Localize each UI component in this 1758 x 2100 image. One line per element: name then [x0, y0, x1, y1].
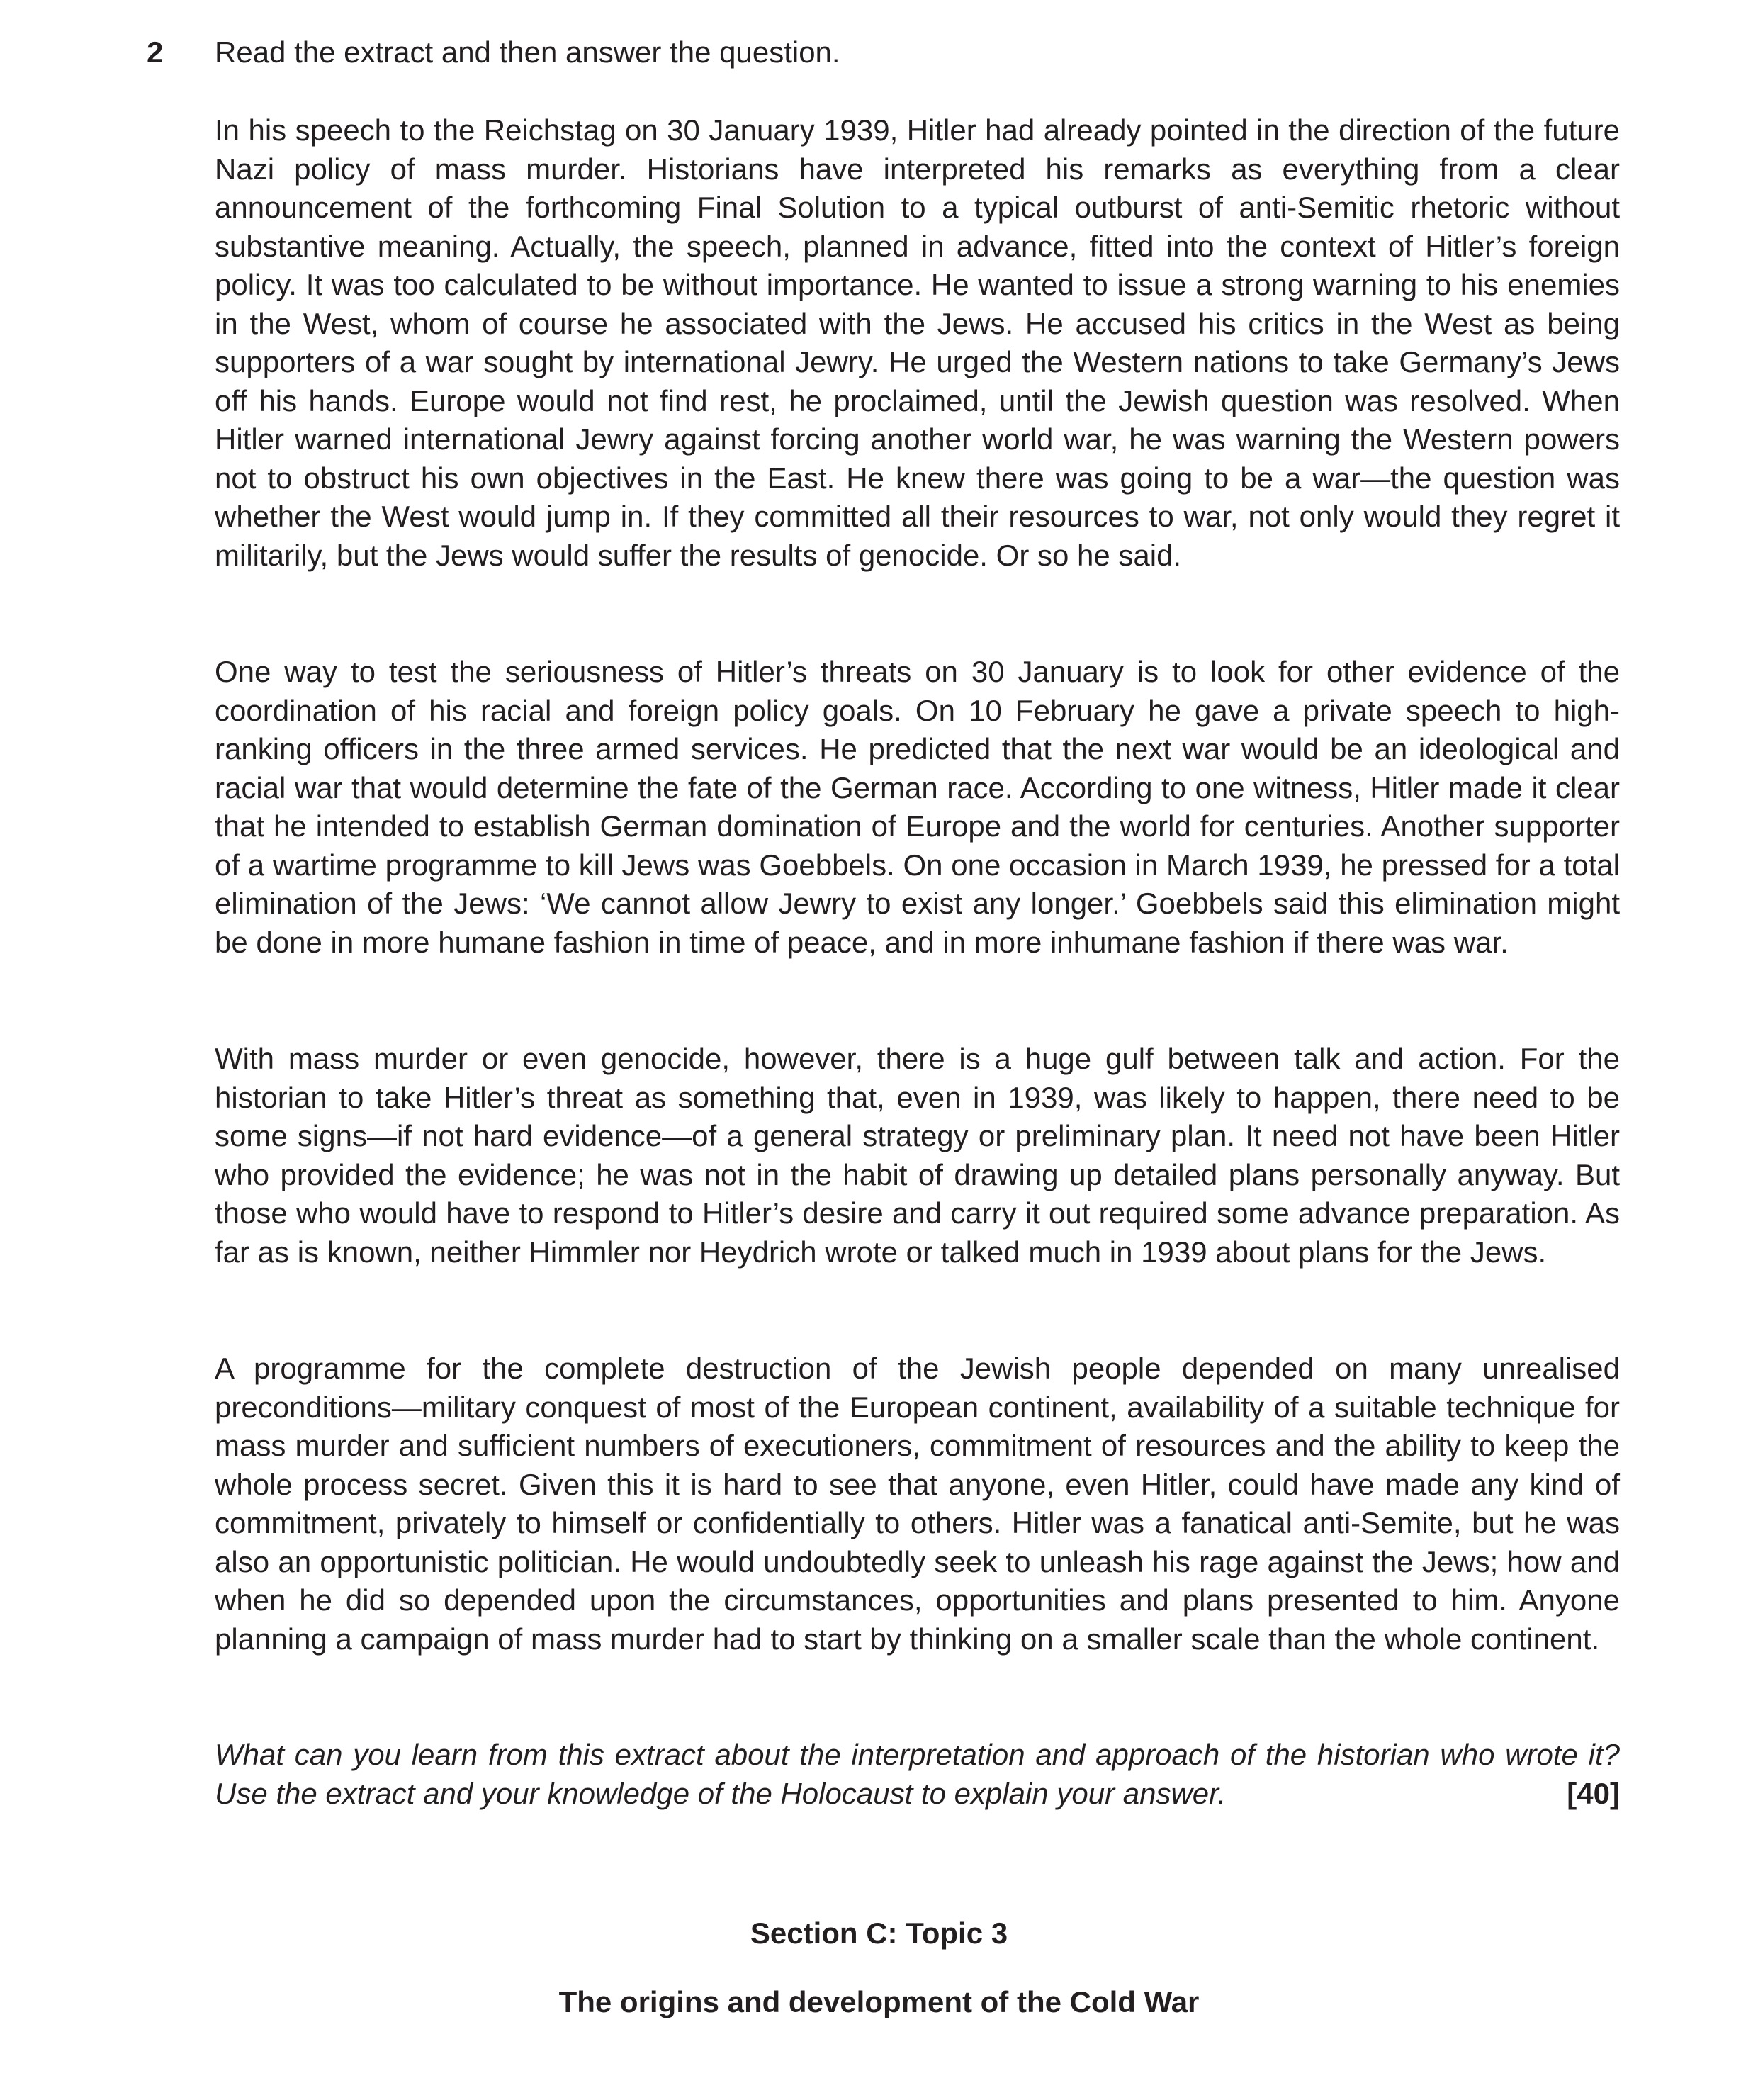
question-number: 2: [147, 35, 164, 69]
topic-title: The origins and development of the Cold War: [558, 1985, 1200, 2018]
extract-paragraph-3: With mass murder or even genocide, however, there is a huge gulf between talk and action. For the historian to take Hitler’s threat as something that, even in 1939, was likely to happen, there need to be some signs—if not hard evidence—of a general strategy or preliminary plan. It need not have been Hitler who provided the evidence; he was not in the habit of drawing up detailed plans personally anyway. But those who would have to respond to Hitler’s desire and carry it out required some advance preparation. As far as is known, neither Himmler nor Heydrich wrote or talked much in 1939 about plans for the Jews.: [215, 1042, 1620, 1269]
section-heading: Section C: Topic 3: [750, 1916, 1008, 1950]
question-text: What can you learn from this extract about the interpretation and approach of the historian who wrote it? Use the extract and your knowledge of the Holocaust to explain your answer.: [215, 1738, 1620, 1810]
extract-paragraph-1: In his speech to the Reichstag on 30 January 1939, Hitler had already pointed in the direction of the future Nazi policy of mass murder. Historians have interpreted his remarks as everything from a clear announcement of the forthcoming Final Solution to a typical outburst of anti-Semitic rhetoric without substantive meaning. Actually, the speech, planned in advance, fitted into the context of Hitler’s foreign policy. It was too calculated to be without importance. He wanted to issue a strong warning to his enemies in the West, whom of course he associated with the Jews. He accused his critics in the West as being supporters of a war sought by international Jewry. He urged the Western nations to take Germany’s Jews off his hands. Europe would not find rest, he proclaimed, until the Jewish question was resolved. When Hitler warned international Jewry against forcing another world war, he was warning the Western powers not to obstruct his own objectives in the East. He knew there was going to be a war—the question was whether the West would jump in. If they committed all their resources to war, not only would they regret it militarily, but the Jews would suffer the results of genocide. Or so he said.: [215, 113, 1620, 572]
extract-paragraph-2: One way to test the seriousness of Hitler’s threats on 30 January is to look for other evidence of the coordination of his racial and foreign policy goals. On 10 February he gave a private speech to high-ranking officers in the three armed services. He predicted that the next war would be an ideological and racial war that would determine the fate of the German race. According to one witness, Hitler made it clear that he intended to establish German domination of Europe and the world for centuries. Another supporter of a wartime programme to kill Jews was Goebbels. On one occasion in March 1939, he pressed for a total elimination of the Jews: ‘We cannot allow Jewry to exist any longer.’ Goebbels said this elimination might be done in more humane fashion in time of peace, and in more inhumane fashion if there was war.: [215, 655, 1620, 959]
marks-label: [40]: [1567, 1777, 1620, 1810]
extract-paragraph-4: A programme for the complete destruction of the Jewish people depended on many unrealised preconditions—military conquest of most of the European continent, availability of a suitable technique for mass murder and sufficient numbers of executioners, commitment of resources and the ability to keep the whole process secret. Given this it is hard to see that anyone, even Hitler, could have made any kind of commitment, privately to himself or confidentially to others. Hitler was a fanatical anti-Semite, but he was also an opportunistic politician. He would undoubtedly seek to unleash his rage against the Jews; how and when he did so depended upon the circumstances, opportunities and plans presented to him. Anyone planning a campaign of mass murder had to start by thinking on a smaller scale than the whole continent.: [215, 1352, 1620, 1656]
instruction-text: Read the extract and then answer the question.: [215, 35, 840, 69]
